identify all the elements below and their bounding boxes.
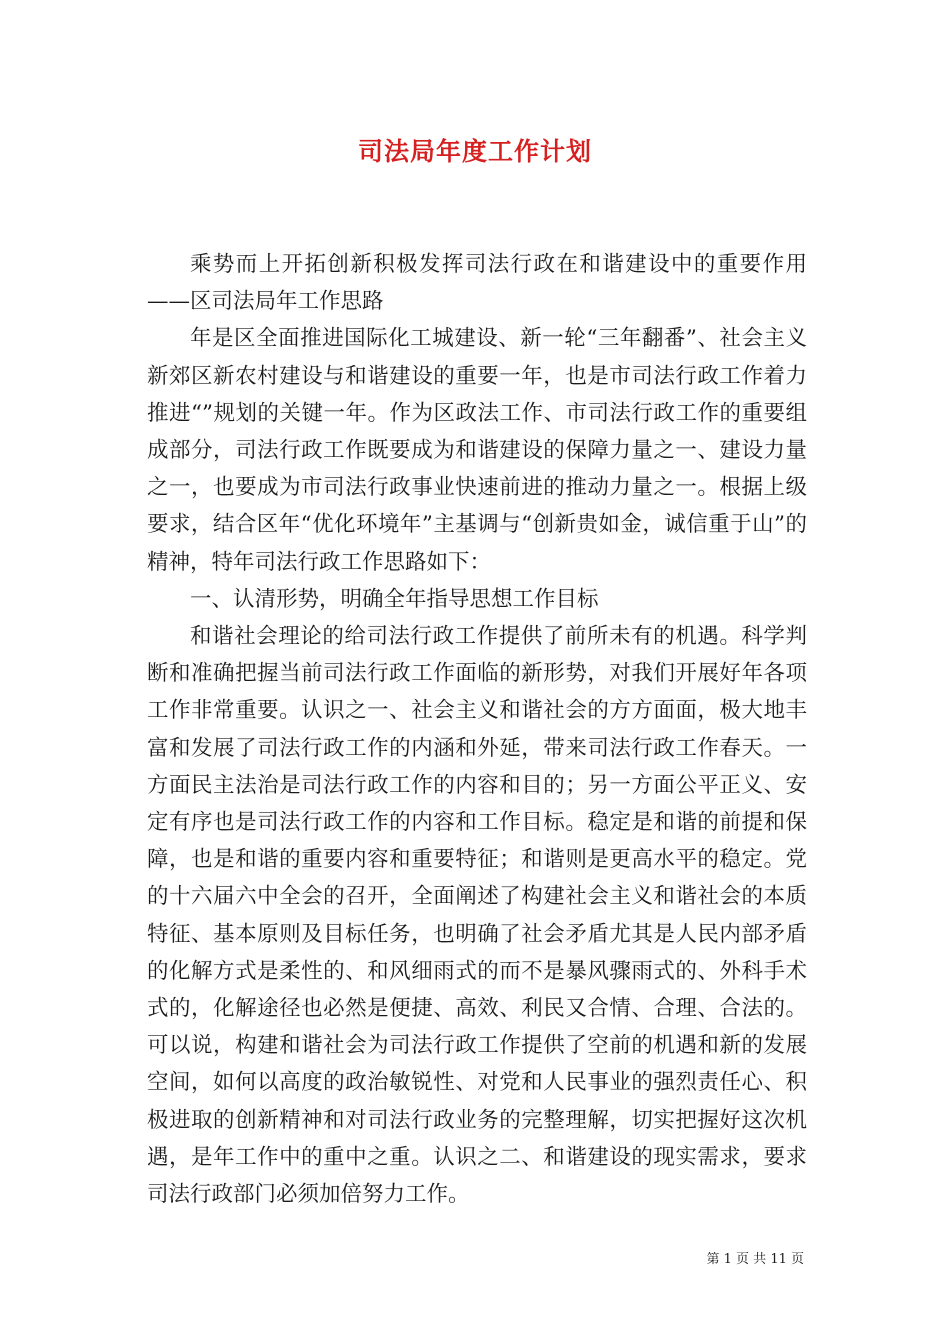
page-number: 第 1 页 共 11 页 — [706, 1252, 804, 1267]
document-title: 司法局年度工作计划 — [357, 137, 592, 166]
paragraph-intro: 年是区全面推进国际化工城建设、新一轮“三年翻番”、社会主义新郊区新农村建设与和谐建设的重要一年，也是市司法行政工作着力推进“”规划的关键一年。作为区政法工作、市司法行政工作的重要组成部分，司法行政工作既要成为和谐建设的保障力量之一、建设力量之一，也要成为市司法行政事业快速前进的推动力量之一。根据上级要求，结合区年“优化环境年”主基调与“创新贵如金，诚信重于山”的精神，特年司法行政工作思路如下： — [147, 326, 807, 575]
paragraph-heading: 乘势而上开拓创新积极发挥司法行政在和谐建设中的重要作用——区司法局年工作思路 — [147, 252, 807, 315]
section-heading: 一、认清形势，明确全年指导思想工作目标 — [190, 586, 599, 612]
document-body — [147, 246, 807, 1213]
paragraph-body: 和谐社会理论的给司法行政工作提供了前所未有的机遇。科学判断和准确把握当前司法行政工作面临的新形势，对我们开展好年各项工作非常重要。认识之一、社会主义和谐社会的方方面面，极大地丰富和发展了司法行政工作的内涵和外延，带来司法行政工作春天。一方面民主法治是司法行政工作的内容和目的；另一方面公平正义、安定有序也是司法行政工作的内容和工作目标。稳定是和谐的前提和保障，也是和谐的重要内容和重要特征；和谐则是更高水平的稳定。党的十六届六中全会的召开，全面阐述了构建社会主义和谐社会的本质特征、基本原则及目标任务，也明确了社会矛盾尤其是人民内部矛盾的化解方式是柔性的、和风细雨式的而不是暴风骤雨式的、外科手术式的，化解途径也必然是便捷、高效、利民又合情、合理、合法的。可以说，构建和谐社会为司法行政工作提供了空前的机遇和新的发展空间，如何以高度的政治敏锐性、对党和人民事业的强烈责任心、积极进取的创新精神和对司法行政业务的完整理解，切实把握好这次机遇，是年工作中的重中之重。认识之二、和谐建设的现实需求，要求司法行政部门必须加倍努力工作。 — [147, 624, 807, 1208]
